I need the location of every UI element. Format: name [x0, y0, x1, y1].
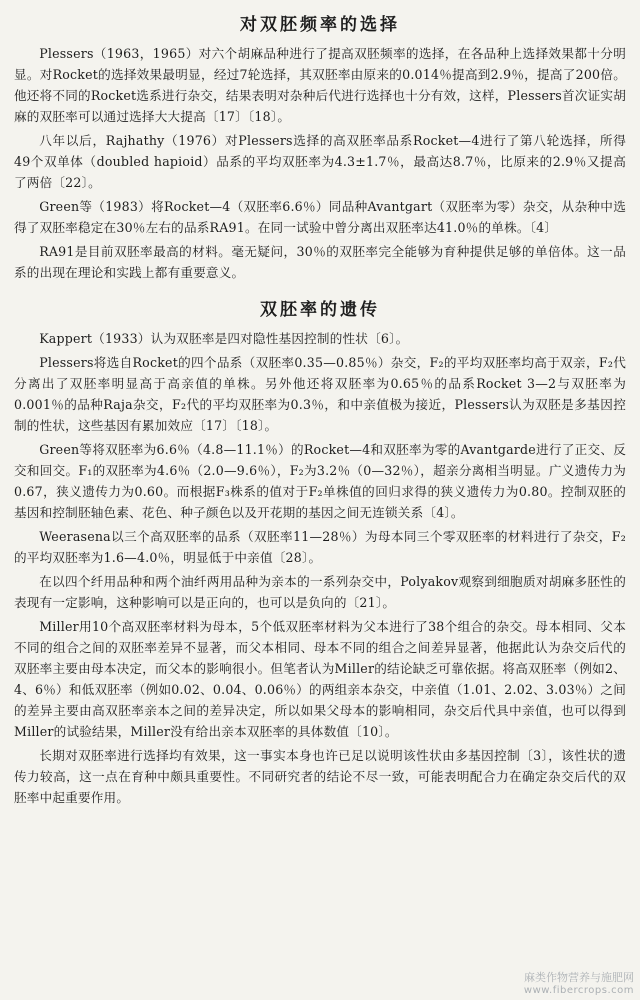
paragraph: Kappert（1933）认为双胚率是四对隐性基因控制的性状〔6〕。: [39, 331, 409, 346]
paragraph: Green等（1983）将Rocket—4（双胚率6.6％）同品种Avantgart（双胚率为零）杂交，从杂种中选得了双胚率稳定在30％左右的品系RA91。在同一试验中曾分离出双胚率达41.0％的单株。〔4〕: [14, 199, 626, 235]
section-title-selection: 对双胚频率的选择: [240, 15, 400, 35]
paragraph: 八年以后，Rajhathy（1976）对Plessers选择的高双胚率品系Rocket—4进行了第八轮选择，所得49个双单体（doubled hapioid）品系的平均双胚率为4.3±1.7％，最高达8.7％，比原来的2.9％又提高了两倍〔22〕。: [14, 133, 626, 190]
watermark: [524, 969, 634, 996]
paragraph: 在以四个纤用品种和两个油纤两用品种为亲本的一系列杂交中，Polyakov观察到细胞质对胡麻多胚性的表现有一定影响，这种影响可以是正向的，也可以是负向的〔21〕。: [14, 574, 626, 610]
watermark-text: 麻类作物营养与施肥网: [524, 971, 634, 984]
paragraph: Plessers将选自Rocket的四个品系（双胚率0.35—0.85％）杂交，F₂的平均双胚率均高于双亲，F₂代分离出了双胚率明显高于高亲值的单株。另外他还将双胚率为0.65％的品系Rocket 3—2与双胚率为0.001％的品种Raja杂交，F₂代的平均双胚率为0.3％，和中亲值极为接近，Plessers认为双胚是多基因控制的性状，这些基因有累加效应〔17〕〔18〕。: [14, 355, 626, 433]
paragraph: Plessers（1963，1965）对六个胡麻品种进行了提高双胚频率的选择，在各品种上选择效果都十分明显。对Rocket的选择效果最明显，经过7轮选择，其双胚率由原来的0.014％提高到2.9％，提高了200倍。他还将不同的Rocket选系进行杂交，结果表明对杂种后代进行选择也十分有效，这样，Plessers首次证实胡麻的双胚率可以通过选择大大提高〔17〕〔18〕。: [14, 46, 626, 124]
paragraph: Miller用10个高双胚率材料为母本，5个低双胚率材料为父本进行了38个组合的杂交。母本相同、父本不同的组合之间的双胚率差异不显著，而父本相同、母本不同的组合之间差异显著，他据此认为杂交后代的双胚率主要由母本决定，而父本的影响很小。但笔者认为Miller的结论缺乏可靠依据。将高双胚率（例如2、4、6％）和低双胚率（例如0.02、0.04、0.06％）的两组亲本杂交，中亲值（1.01、2.02、3.03％）之间的差异主要由高双胚率亲本之间的差异决定，所以如果父母本的影响相同，杂交后代具中亲值，也可以得到Miller的试验结果，Miller没有给出亲本双胚率的具体数值〔10〕。: [14, 619, 626, 739]
watermark-url: www.fibercrops.com: [523, 985, 634, 996]
paragraph: RA91是目前双胚率最高的材料。毫无疑问，30％的双胚率完全能够为育种提供足够的单倍体。这一品系的出现在理论和实践上都有重要意义。: [14, 244, 626, 280]
paragraph: Green等将双胚率为6.6％（4.8—11.1％）的Rocket—4和双胚率为零的Avantgarde进行了正交、反交和回交。F₁的双胚率为4.6％（2.0—9.6％），F₂为3.2％（0—32％），超亲分离相当明显。广义遗传力为0.67，狭义遗传力为0.60。而根据F₃株系的值对于F₂单株值的回归求得的狭义遗传力为0.80。控制双胚的基因和控制胚轴色素、花色、种子颜色以及开花期的基因之间无连锁关系〔4〕。: [14, 442, 626, 520]
paragraph: Weerasena以三个高双胚率的品系（双胚率11—28％）为母本同三个零双胚率的材料进行了杂交，F₂的平均双胚率为1.6—4.0％，明显低于中亲值〔28〕。: [14, 529, 626, 565]
section-title-inheritance: 双胚率的遗传: [260, 300, 380, 320]
paragraph: 长期对双胚率进行选择均有效果，这一事实本身也许已足以说明该性状由多基因控制〔3〕，该性状的遗传力较高，这一点在育种中颇具重要性。不同研究者的结论不尽一致，可能表明配合力在确定杂交后代的双胚率中起重要作用。: [14, 748, 626, 805]
